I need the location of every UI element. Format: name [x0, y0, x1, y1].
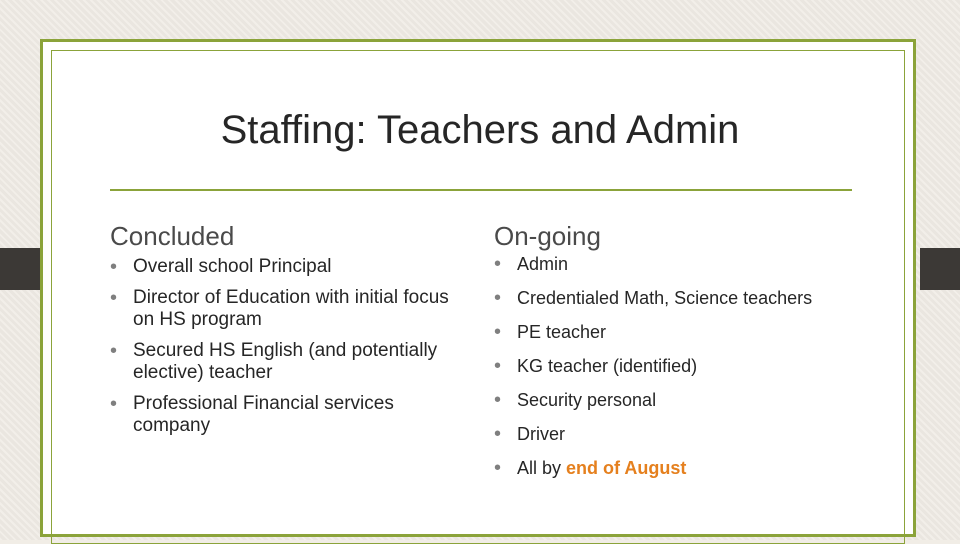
bullet-icon: •: [494, 355, 502, 377]
bullet-icon: •: [110, 256, 118, 278]
bullet-icon: •: [494, 457, 502, 479]
bullet-icon: •: [110, 340, 118, 362]
list-item: [494, 286, 824, 310]
list-item-text: Admin: [517, 254, 569, 274]
list-item: [110, 340, 460, 384]
bullet-icon: •: [494, 423, 502, 445]
bullet-icon: •: [494, 287, 502, 309]
list-item-text: Credentialed Math, Science teachers: [517, 288, 813, 308]
list-item: [110, 256, 460, 278]
list-item-text: Professional Financial services company: [133, 393, 394, 436]
list-item-text: Overall school Principal: [133, 256, 332, 277]
bullet-icon: •: [110, 393, 118, 415]
ongoing-heading: On-going: [494, 221, 601, 251]
title-divider: [110, 189, 852, 191]
bullet-icon: •: [494, 253, 502, 275]
list-item: [494, 422, 824, 446]
list-item-text: Driver: [517, 424, 565, 444]
list-item-text: Secured HS English (and potentially elective) teacher: [133, 340, 438, 383]
list-item-text: Director of Education with initial focus on HS program: [133, 287, 449, 330]
bullet-icon: •: [110, 287, 118, 309]
list-item: [494, 388, 824, 412]
list-item: [110, 287, 460, 331]
list-item: [494, 456, 824, 480]
list-item-text: Security personal: [517, 390, 657, 410]
ongoing-list: [494, 252, 824, 490]
list-item-text: All by: [517, 458, 567, 478]
bullet-icon: •: [494, 389, 502, 411]
concluded-heading: Concluded: [110, 221, 235, 251]
list-item: [494, 252, 824, 276]
list-item-text: PE teacher: [517, 322, 607, 342]
list-item: [110, 393, 460, 437]
bullet-icon: •: [494, 321, 502, 343]
slide-title: Staffing: Teachers and Admin: [220, 108, 740, 152]
concluded-list: [110, 256, 460, 446]
right-side-band: [920, 248, 960, 290]
list-item: [494, 320, 824, 344]
list-item: [494, 354, 824, 378]
left-side-band: [0, 248, 40, 290]
list-item-text: KG teacher (identified): [517, 356, 698, 376]
deadline-highlight: end of August: [566, 458, 687, 478]
